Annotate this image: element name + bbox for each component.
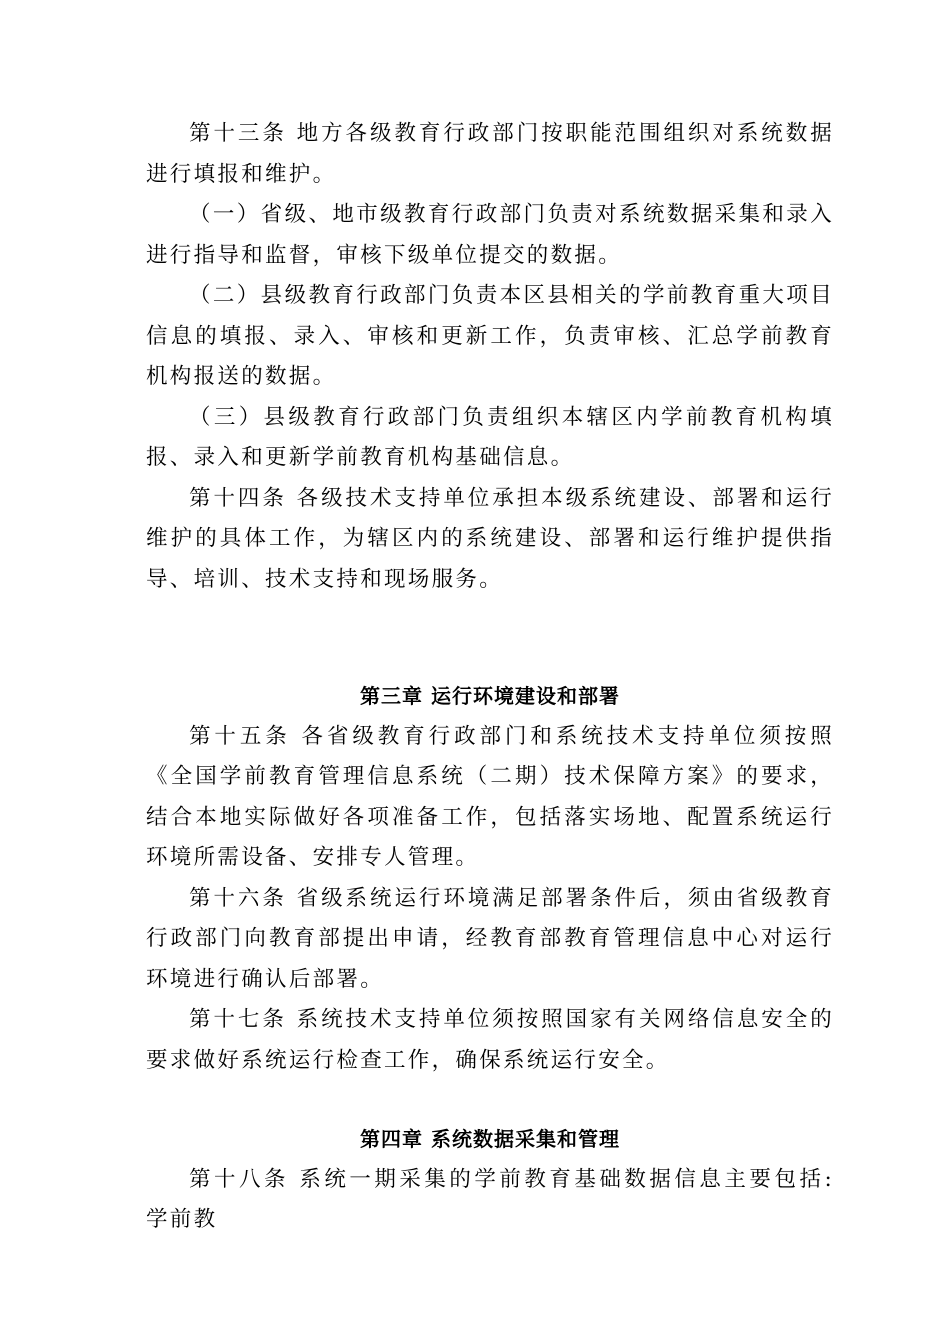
article-18-paragraph: 第十八条 系统一期采集的学前教育基础数据信息主要包括: 学前教: [146, 1166, 834, 1232]
article-14-paragraph: 第十四条 各级技术支持单位承担本级系统建设、部署和运行维护的具体工作，为辖区内的系统建设、部署和运行维护提供指导、培训、技术支持和现场服务。: [146, 485, 834, 592]
chapter-3-title: 第三章 运行环境建设和部署: [360, 684, 620, 708]
article-17-paragraph: 第十七条 系统技术支持单位须按照国家有关网络信息安全的要求做好系统运行检查工作，确保系统运行安全。: [146, 1007, 834, 1073]
article-13-item-1: （一）省级、地市级教育行政部门负责对系统数据采集和录入进行指导和监督，审核下级单位提交的数据。: [146, 202, 834, 268]
document-page: [146, 114, 834, 1241]
article-13-paragraph: 第十三条 地方各级教育行政部门按职能范围组织对系统数据进行填报和维护。: [146, 121, 834, 187]
article-15-paragraph: 第十五条 各省级教育行政部门和系统技术支持单位须按照《全国学前教育管理信息系统（二期）技术保障方案》的要求，结合本地实际做好各项准备工作，包括落实场地、配置系统运行环境所需设备、安排专人管理。: [146, 723, 834, 870]
section-spacer: [146, 1081, 834, 1119]
article-16-paragraph: 第十六条 省级系统运行环境满足部署条件后，须由省级教育行政部门向教育部提出申请，经教育部教育管理信息中心对运行环境进行确认后部署。: [146, 885, 834, 992]
chapter-4-title: 第四章 系统数据采集和管理: [360, 1127, 620, 1151]
section-spacer: [146, 600, 834, 676]
article-13-item-3: （三）县级教育行政部门负责组织本辖区内学前教育机构填报、录入和更新学前教育机构基础信息。: [146, 404, 834, 470]
article-13-item-2: （二）县级教育行政部门负责本区县相关的学前教育重大项目信息的填报、录入、审核和更新工作，负责审核、汇总学前教育机构报送的数据。: [146, 283, 834, 389]
